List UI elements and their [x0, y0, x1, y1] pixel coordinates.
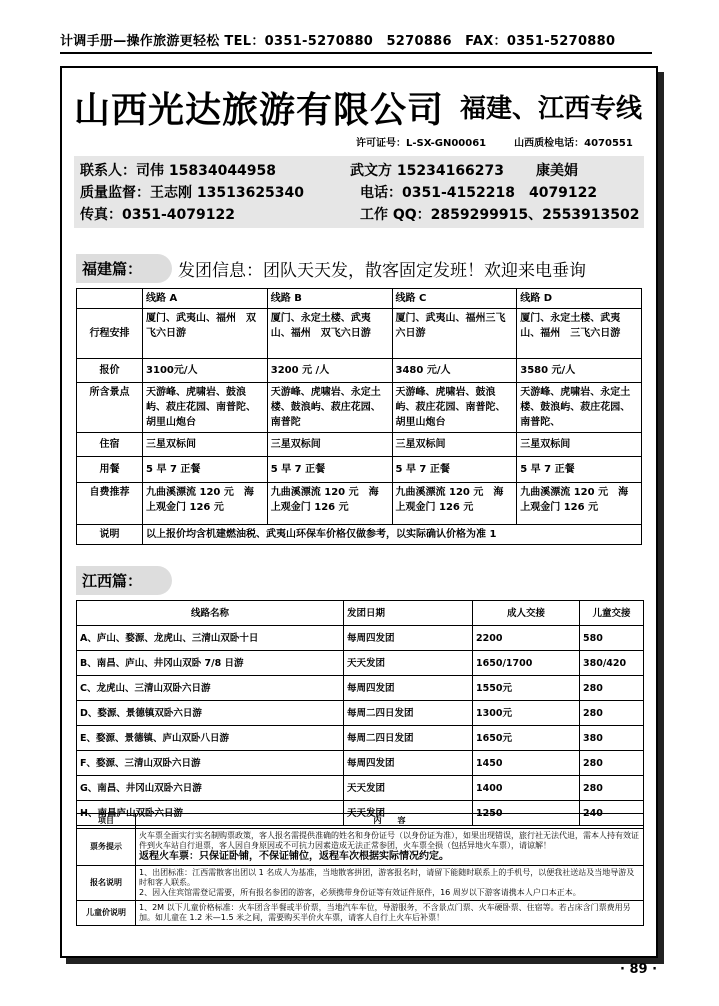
table-row: [77, 601, 644, 626]
table-cell: H、南昌庐山双卧六日游: [77, 801, 344, 826]
table-row: [77, 701, 644, 726]
header-divider: [60, 52, 652, 54]
table-cell: 5 早 7 正餐: [267, 457, 392, 483]
table-row: [77, 309, 642, 359]
table-cell: 5 早 7 正餐: [143, 457, 268, 483]
table-cell: 280: [580, 776, 644, 801]
fujian-section-title: 福建篇：: [76, 254, 172, 283]
contact-person-3: 康美娟: [536, 163, 578, 179]
table-cell: 天天发团: [344, 801, 473, 826]
table-cell: 3200 元 /人: [267, 359, 392, 383]
jiangxi-table: [76, 600, 644, 826]
fujian-notice: 发团信息：团队天天发，散客固定发班！欢迎来电垂询: [178, 261, 586, 281]
route-header: 线路 D: [517, 289, 642, 309]
table-cell: 380/420: [580, 651, 644, 676]
column-header: 成人交接: [473, 601, 580, 626]
notes-label: 票务提示: [77, 829, 136, 866]
table-cell: 每周二四日发团: [344, 701, 473, 726]
notes-label: 报名说明: [77, 866, 136, 901]
table-cell: 1300元: [473, 701, 580, 726]
table-cell: 天天发团: [344, 651, 473, 676]
table-cell: 1250: [473, 801, 580, 826]
table-cell: 380: [580, 726, 644, 751]
table-cell: 每周四发团: [344, 626, 473, 651]
table-cell: 三星双标间: [392, 433, 517, 457]
ticket-note-bold: 返程火车票：只保证卧铺，不保证铺位，返程车次根据实际情况约定。: [139, 851, 449, 862]
notes-header-content: 内 容: [136, 814, 644, 829]
row-label: 用餐: [77, 457, 143, 483]
ticket-note: 火车票全面实行实名制购票政策，客人报名需提供准确的姓名和身份证号（以身份证为准），如果出现错误，旅行社无法代退，需本人持有效证件到火车站自行退票，客人因自身原因或不可抗力因素造成无法正常参团，火车票全损（包括异地火车票），请谅解！: [139, 831, 639, 850]
table-row: [77, 457, 642, 483]
fujian-note: 以上报价均含机建燃油税、武夷山环保车价格仅做参考，以实际确认价格为准 1: [143, 525, 642, 545]
table-cell: 1450: [473, 751, 580, 776]
table-cell: B、南昌、庐山、井冈山双卧 7/8 日游: [77, 651, 344, 676]
table-row: [77, 433, 642, 457]
page-header: 计调手册—操作旅游更轻松 TEL：0351-5270880 5270886 FAX：0351-5270880: [60, 34, 616, 49]
table-cell: 2200: [473, 626, 580, 651]
table-cell: 3480 元/人: [392, 359, 517, 383]
quality-supervisor: 质量监督：王志刚 13513625340: [80, 185, 305, 201]
table-cell: 天天发团: [344, 776, 473, 801]
row-label: 住宿: [77, 433, 143, 457]
table-cell: 1650元: [473, 726, 580, 751]
table-cell: 三星双标间: [517, 433, 642, 457]
child-price-note: 1、2M 以下儿童价格标准：火车团含半餐或半价票，当地汽车车位，导游服务，不含景点门票、火车硬卧票、住宿等。若占床含门票费用另加。如儿童在 1.2 米—1.5 米之间，需要购买半价火车票，请客人自行上火车后补票！: [136, 901, 644, 926]
table-cell: 每周二四日发团: [344, 726, 473, 751]
table-cell: 每周四发团: [344, 751, 473, 776]
column-header: 发团日期: [344, 601, 473, 626]
table-cell: D、婺源、景德镇双卧六日游: [77, 701, 344, 726]
contact-person-2: 武文方 15234166273: [350, 163, 505, 179]
route-header: 线路 B: [267, 289, 392, 309]
table-cell: 厦门、永定土楼、武夷山、福州 三飞六日游: [517, 309, 642, 359]
table-cell: 280: [580, 751, 644, 776]
table-cell: 九曲溪漂流 120 元 海上观金门 126 元: [392, 483, 517, 525]
table-cell: 三星双标间: [143, 433, 268, 457]
table-cell: 厦门、武夷山、福州 双飞六日游: [143, 309, 268, 359]
jiangxi-section-title: 江西篇：: [76, 566, 172, 595]
table-cell: 三星双标间: [267, 433, 392, 457]
contact-person-1: 联系人：司伟 15834044958: [80, 163, 277, 179]
table-cell: 九曲溪漂流 120 元 海上观金门 126 元: [517, 483, 642, 525]
table-cell: 天游峰、虎啸岩、鼓浪屿、菽庄花园、南普陀、胡里山炮台: [143, 383, 268, 433]
fujian-table: [76, 288, 642, 545]
table-cell: 1550元: [473, 676, 580, 701]
content-frame: [60, 66, 658, 958]
table-cell: 厦门、武夷山、福州三飞六日游: [392, 309, 517, 359]
notes-header-item: 项目: [77, 814, 136, 829]
quality-tel: 山西质检电话：4070551: [514, 138, 633, 149]
table-cell: 5 早 7 正餐: [517, 457, 642, 483]
company-name: 山西光达旅游有限公司: [74, 90, 445, 131]
license-number: 许可证号：L-SX-GN00061: [356, 138, 487, 149]
row-label: 说明: [77, 525, 143, 545]
table-row: [77, 726, 644, 751]
notes-label: 儿童价说明: [77, 901, 136, 926]
signup-note-1: 1、出团标准：江西需散客出团以 1 名成人为基准，当地散客拼团，游客报名时，请留下能随时联系上的手机号，以便我社送站及当地导游及时和客人联系。: [139, 868, 635, 887]
table-cell: 九曲溪漂流 120 元 海上观金门 126 元: [143, 483, 268, 525]
table-row: [77, 751, 644, 776]
table-cell: 580: [580, 626, 644, 651]
contact-box: [74, 156, 644, 228]
notes-table: [76, 813, 644, 926]
table-cell: 天游峰、虎啸岩、永定土楼、鼓浪屿、菽庄花园、南普陀: [267, 383, 392, 433]
table-cell: 九曲溪漂流 120 元 海上观金门 126 元: [267, 483, 392, 525]
table-cell: G、南昌、井冈山双卧六日游: [77, 776, 344, 801]
table-row: [77, 814, 644, 829]
table-cell: 1400: [473, 776, 580, 801]
row-label: 报价: [77, 359, 143, 383]
row-label: 所含景点: [77, 383, 143, 433]
table-row: [77, 626, 644, 651]
table-row: [77, 829, 644, 866]
column-header: 线路名称: [77, 601, 344, 626]
license-info: [356, 134, 661, 149]
table-row: [77, 651, 644, 676]
table-row: [77, 866, 644, 901]
column-header: 儿童交接: [580, 601, 644, 626]
signup-note-2: 2、因入住宾馆需登记需要，所有报名参团的游客，必须携带身份证等有效证件原件，16 周岁以下游客请携本人户口本正本。: [139, 888, 581, 897]
route-header: 线路 A: [143, 289, 268, 309]
work-qq: 工作 QQ：2859299915、2553913502: [360, 207, 640, 223]
table-cell: 每周四发团: [344, 676, 473, 701]
table-row: [77, 359, 642, 383]
table-cell: 1650/1700: [473, 651, 580, 676]
row-label: 行程安排: [77, 309, 143, 359]
fax: 传真：0351-4079122: [80, 207, 235, 223]
table-row: [77, 289, 642, 309]
table-row: [77, 676, 644, 701]
row-label: 自费推荐: [77, 483, 143, 525]
table-cell: 天游峰、虎啸岩、鼓浪屿、菽庄花园、南普陀、胡里山炮台: [392, 383, 517, 433]
table-cell: 5 早 7 正餐: [392, 457, 517, 483]
table-cell: C、龙虎山、三清山双卧六日游: [77, 676, 344, 701]
table-cell: 3580 元/人: [517, 359, 642, 383]
table-row: [77, 383, 642, 433]
page-number: · 89 ·: [620, 962, 658, 977]
table-cell: 3100元/人: [143, 359, 268, 383]
table-row: [77, 483, 642, 525]
table-cell: 240: [580, 801, 644, 826]
table-cell: E、婺源、景德镇、庐山双卧八日游: [77, 726, 344, 751]
route-header: 线路 C: [392, 289, 517, 309]
table-row: [77, 776, 644, 801]
table-row: [77, 901, 644, 926]
table-cell: 280: [580, 701, 644, 726]
route-line-title: 福建、江西专线: [460, 94, 643, 124]
table-cell: F、婺源、三清山双卧六日游: [77, 751, 344, 776]
phone: 电话：0351-4152218 4079122: [360, 185, 598, 201]
table-row: [77, 525, 642, 545]
table-cell: 天游峰、虎啸岩、永定土楼、鼓浪屿、菽庄花园、南普陀、: [517, 383, 642, 433]
table-cell: 280: [580, 676, 644, 701]
table-cell: A、庐山、婺源、龙虎山、三清山双卧十日: [77, 626, 344, 651]
table-cell: 厦门、永定土楼、武夷山、福州 双飞六日游: [267, 309, 392, 359]
